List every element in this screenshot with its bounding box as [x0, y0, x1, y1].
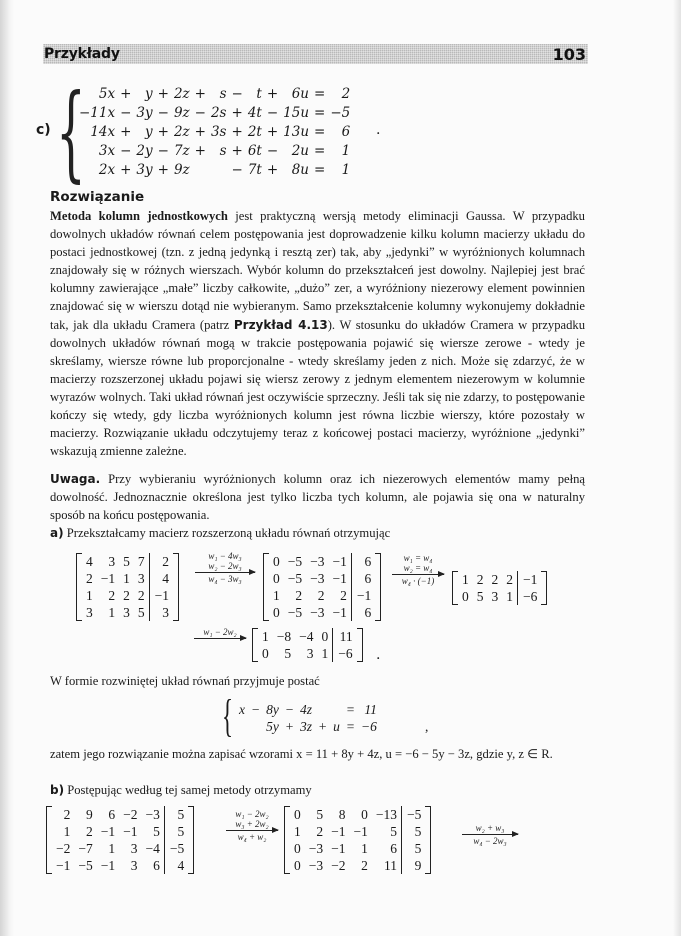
note-paragraph: Uwaga. Przy wybieraniu wyróżnionych kolumn oraz ich niezerowych elementów mamy pełną dowolność. Jednoznacznie określona jest tylko liczba tych kolumn, ale pojawia się ona w naturalny sposób na końcu postępowania.: [50, 472, 585, 523]
matrix-row: 0 5 3 1 −6: [258, 645, 357, 662]
section-title: Rozwiązanie: [50, 189, 145, 205]
part-b-intro: b) Postępując według tej samej metody otrzymamy: [50, 783, 312, 797]
arrow-icon: [226, 830, 278, 831]
row-op-b2: w₂ + w₃ w₄ − 2w₃: [462, 823, 518, 846]
expanded-intro: W formie rozwiniętej układ równań przyjmuje postać: [50, 674, 320, 688]
row-op-a3: w₁ − 2w₂: [194, 627, 246, 640]
equation-row: 14x + y + 2z + 3s + 2t + 13u = 6: [90, 123, 351, 140]
arrow-icon: [194, 638, 246, 639]
end-mark: .: [376, 122, 381, 138]
matrix-row: 1 2 −1 −1 5 5: [290, 823, 425, 840]
row-op-a2: w₁ = w₄ w₂ = w₄ w₄ · (−1): [392, 553, 444, 586]
matrix-row: −1 −5 −1 3 6 4: [52, 857, 188, 874]
equation-row: 2x + 3y + 9z − 7t + 8u = 1: [98, 161, 351, 178]
solution-paragraph: Metoda kolumn jednostkowych jest praktyczną wersją metody eliminacji Gaussa. W przypadku dowolnych układów równań celem postępowania jest doprowadzenie kilku kolumn macierzy układu do postaci jednostkowej (tzn. z jedną jedynką i resztą zer) tak, aby „jedynki” w wyróżnionych kolumnach znajdowały się w różnych wierszach. Wybór kolumn do przekształceń jest dowolny. Najlepiej jest brać kolumny zawierające „małe” liczby całkowite, „dużo” zer, a wyróżniony niezerowy element powinnien znajdować się w wierszu dotąd nie wybieranym. Samo przekształcenie kolumny wykonujemy dokładnie tak, jak dla układu Cramera (patrz Przykład 4.13). W stosunku do układów Cramera w przypadku dowolnych układów równań mogą w trakcie postępowania pojawić się wiersze zerowe - wtedy je skreślamy, wiersze równe lub proporcjonalne - wtedy skreślamy jeden z nich. Może się zdarzyć, że w macierzy rozszerzonej układu pojawi się wiersz zerowy z jednym elementem niezerowym w kolumnie wyrazów wolnych. Taki układ równań jest oczywiście sprzeczny. Jeśli tak się nie zdarzy, to postępowanie kończy się wtedy, gdy liczba wyróżnionych kolumn jest równa liczbie wierszy, które pozostały w macierzy. Rozwiązanie układu odczytujemy teraz z końcowej postaci macierzy, wyróżnione „jedynki” wskazują zmienne zależne.: [50, 209, 586, 459]
matrix-a1: [76, 553, 179, 621]
matrix-row: 1 2 −1 −1 5 5: [52, 823, 188, 840]
solution-formula: zatem jego rozwiązanie można zapisać wzorami x = 11 + 8y + 4z, u = −6 − 5y − 3z, gdzie y, z ∈ R.: [50, 747, 553, 761]
arrow-icon: [195, 572, 255, 573]
end-mark: .: [376, 647, 381, 663]
matrix-row: 2 9 6 −2 −3 5: [52, 806, 188, 823]
note-label: Uwaga.: [50, 472, 101, 486]
matrix-row: −2 −7 1 3 −4 −5: [52, 840, 188, 857]
equation-row: x − 8y − 4z = 11: [239, 701, 377, 717]
matrix-row: 0 −3 −2 2 11 9: [290, 857, 425, 874]
matrix-row: 0 −5 −3 −1 6: [269, 604, 375, 621]
matrix-row: 0 −5 −3 −1 6: [269, 553, 375, 570]
method-name: Metoda kolumn jednostkowych: [50, 209, 228, 223]
equation-row: −11x − 3y − 9z − 2s + 4t − 15u = −5: [79, 104, 351, 121]
scan-left-edge: [0, 0, 14, 936]
matrix-b1: [46, 806, 194, 874]
brace-icon: {: [222, 690, 234, 741]
matrix-a4: [252, 628, 363, 662]
header-title: Przykłady: [44, 46, 120, 62]
system-label: c): [36, 122, 51, 138]
matrix-row: 1 −8 −4 0 11: [258, 628, 357, 645]
matrix-a3: [452, 571, 547, 605]
matrix-row: 4 3 5 7 2: [82, 553, 173, 570]
matrix-row: 1 2 2 2 −1: [82, 587, 173, 604]
matrix-b2: [284, 806, 431, 874]
matrix-row: 3 1 3 5 3: [82, 604, 173, 621]
matrix-row: 0 −3 −1 1 6 5: [290, 840, 425, 857]
arrow-icon: [462, 834, 518, 835]
system-c-table: [76, 84, 353, 179]
example-reference: Przykład 4.13: [233, 317, 328, 332]
scan-right-edge: [673, 0, 681, 936]
matrix-row: 0 −5 −3 −1 6: [269, 570, 375, 587]
row-op-a1: w₁ − 4w₃ w₂ − 2w₃ w₄ − 3w₃: [195, 551, 255, 584]
row-op-b1: w₁ − 2w₂ w₃ + 2w₂ w₄ + w₂: [226, 809, 278, 842]
equation-row: 5y + 3z + u = −6: [266, 718, 377, 734]
matrix-row: 1 2 2 2 −1: [269, 587, 375, 604]
page-number: 103: [552, 44, 586, 64]
matrix-a2: [263, 553, 381, 621]
equation-row: 3x − 2y − 7z + s + 6t − 2u = 1: [98, 142, 351, 159]
equation-row: 5x + y + 2z + s − t + 6u = 2: [98, 85, 351, 102]
matrix-row: 0 5 3 1 −6: [458, 588, 541, 605]
matrix-row: 1 2 2 2 −1: [458, 571, 541, 588]
brace-icon: {: [56, 71, 86, 193]
part-a-intro: a) Przekształcamy macierz rozszerzoną układu równań otrzymując: [50, 526, 391, 540]
matrix-row: 0 5 8 0 −13 −5: [290, 806, 425, 823]
arrow-icon: [392, 574, 444, 575]
matrix-row: 2 −1 1 3 4: [82, 570, 173, 587]
running-header: [43, 44, 588, 64]
